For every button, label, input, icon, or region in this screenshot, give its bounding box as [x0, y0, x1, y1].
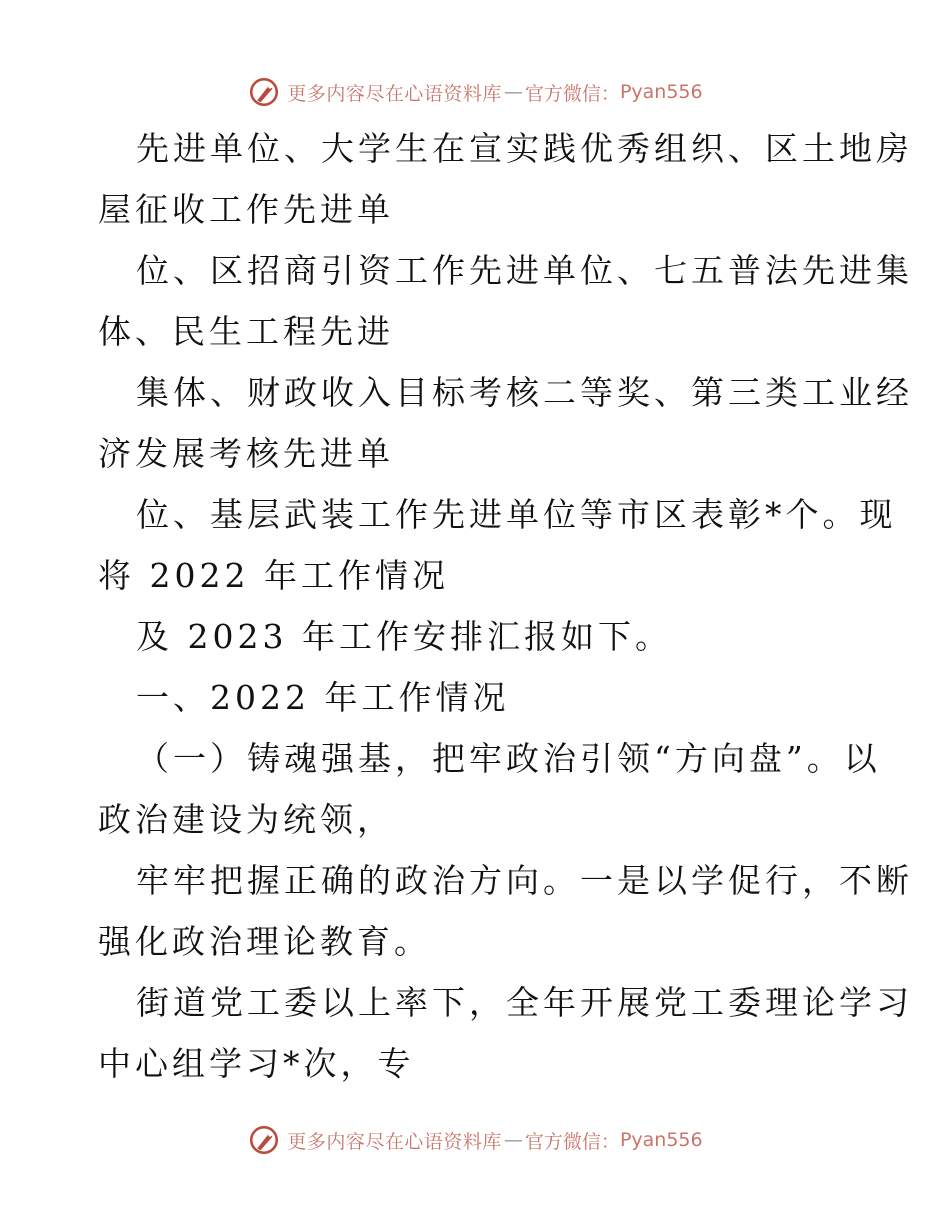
text-line: 将 2022 年工作情况	[98, 556, 449, 595]
watermark-main-text: 更多内容尽在心语资料库	[287, 82, 502, 105]
text-line: 及 2023 年工作安排汇报如下。	[136, 617, 672, 656]
text-line: 牢牢把握正确的政治方向。一是以学促行，不断	[136, 861, 913, 900]
text-line: 街道党工委以上率下，全年开展党工委理论学习	[136, 983, 913, 1022]
document-body	[98, 118, 913, 1094]
pen-nib-logo-icon	[247, 75, 281, 109]
text-line: 一、2022 年工作情况	[136, 678, 510, 717]
watermark-main-text: 更多内容尽在心语资料库	[287, 1130, 502, 1153]
text-line: 济发展考核先进单	[98, 434, 394, 473]
text-line: 体、民生工程先进	[98, 312, 394, 351]
text-line: 先进单位、大学生在宣实践优秀组织、区土地房	[136, 129, 913, 168]
text-line: （一）铸魂强基，把牢政治引领“方向盘”。以	[136, 739, 881, 778]
watermark-label: 官方微信：	[524, 82, 620, 105]
text-line: 强化政治理论教育。	[98, 922, 431, 961]
text-line: 集体、财政收入目标考核二等奖、第三类工业经	[136, 373, 913, 412]
text-line: 位、基层武装工作先进单位等市区表彰*个。现	[136, 495, 897, 534]
pen-nib-logo-icon	[247, 1123, 281, 1157]
text-line: 位、区招商引资工作先进单位、七五普法先进集	[136, 251, 913, 290]
watermark-separator: —	[503, 81, 523, 103]
text-line: 政治建设为统领，	[98, 800, 394, 839]
watermark-footer	[0, 1120, 950, 1160]
text-line: 中心组学习*次，专	[98, 1044, 415, 1083]
watermark-separator: —	[503, 1129, 523, 1151]
text-line: 屋征收工作先进单	[98, 190, 394, 229]
watermark-handle: Pyan556	[619, 1129, 703, 1151]
watermark-header	[0, 72, 950, 112]
watermark-label: 官方微信：	[524, 1130, 620, 1153]
watermark-handle: Pyan556	[619, 81, 703, 103]
